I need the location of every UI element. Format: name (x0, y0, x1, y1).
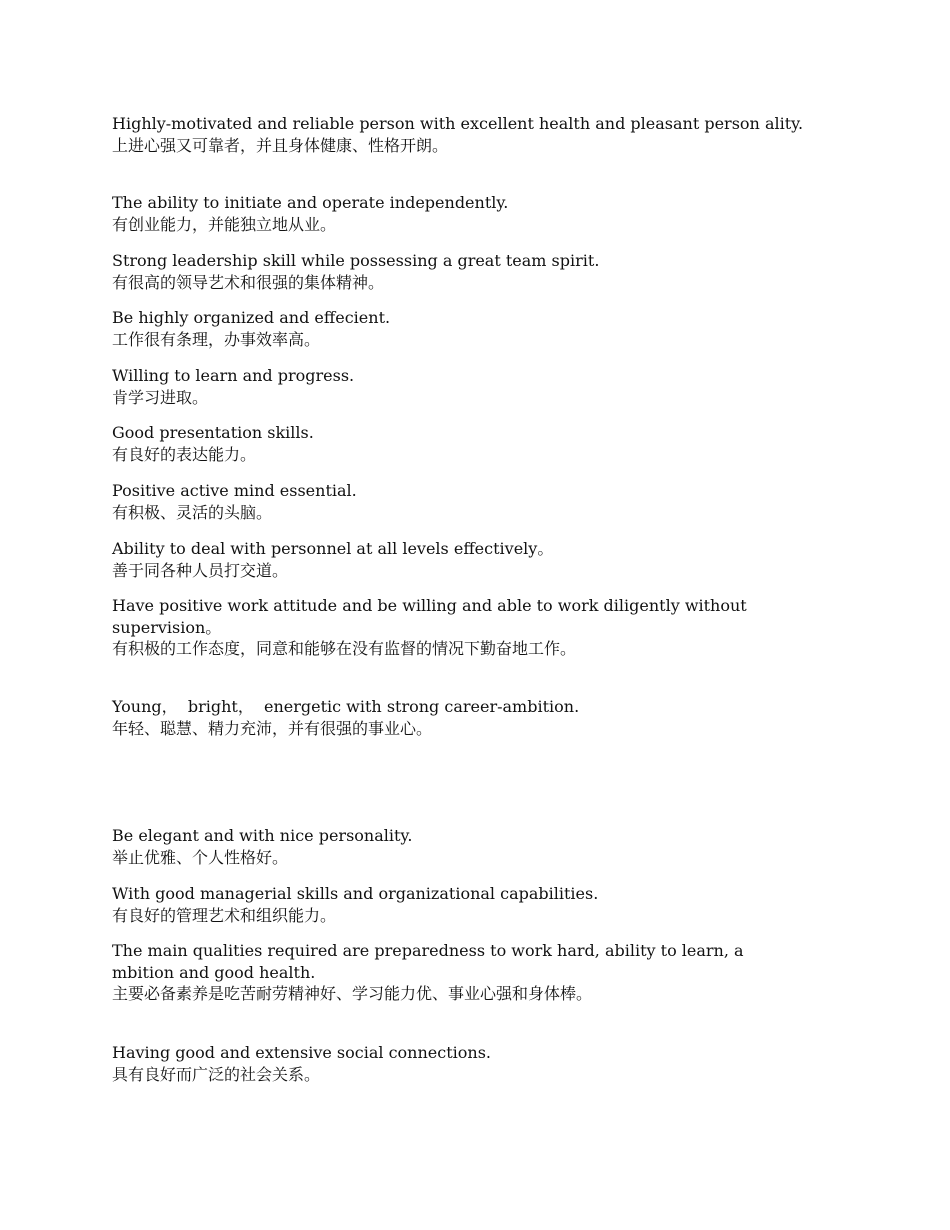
qualification-entry (112, 192, 812, 235)
chinese-line: 举止优雅、个人性格好。 (112, 847, 289, 867)
chinese-line: 具有良好而广泛的社会关系。 (112, 1064, 321, 1084)
qualification-entry (112, 480, 812, 523)
english-line: Highly-motivated and reliable person with excellent health and pleasant person ality. (112, 114, 804, 133)
chinese-line: 有积极、灵活的头脑。 (112, 502, 273, 522)
english-line: Ability to deal with personnel at all levels effectively。 (112, 539, 554, 558)
chinese-line: 善于同各种人员打交道。 (112, 560, 289, 580)
qualification-entry (112, 365, 812, 408)
qualification-entry (112, 940, 812, 1005)
qualification-entry (112, 538, 812, 581)
chinese-line: 有很高的领导艺术和很强的集体精神。 (112, 272, 385, 292)
qualification-entry (112, 307, 812, 350)
chinese-line: 有创业能力，并能独立地从业。 (112, 214, 337, 234)
english-line: Willing to learn and progress. (112, 366, 355, 385)
english-line: Young， bright， energetic with strong career-ambition. (112, 697, 580, 716)
chinese-line: 有良好的管理艺术和组织能力。 (112, 905, 337, 925)
qualification-entry (112, 825, 812, 868)
chinese-line: 工作很有条理，办事效率高。 (112, 329, 321, 349)
english-line: Have positive work attitude and be willing and able to work diligently without supervision。 (112, 596, 747, 637)
qualification-entry (112, 883, 812, 926)
chinese-line: 有良好的表达能力。 (112, 444, 257, 464)
english-line: Having good and extensive social connections. (112, 1043, 491, 1062)
english-line: With good managerial skills and organizational capabilities. (112, 884, 599, 903)
qualification-entry (112, 113, 812, 156)
qualification-entry (112, 422, 812, 465)
english-line: Positive active mind essential. (112, 481, 357, 500)
english-line: Strong leadership skill while possessing a great team spirit. (112, 251, 600, 270)
chinese-line: 有积极的工作态度，同意和能够在没有监督的情况下勤奋地工作。 (112, 639, 577, 658)
chinese-line: 上进心强又可靠者，并且身体健康、性格开朗。 (112, 135, 449, 155)
qualification-entry (112, 1042, 812, 1085)
chinese-line: 主要必备素养是吃苦耐劳精神好、学习能力优、事业心强和身体棒。 (112, 984, 593, 1003)
qualification-entry (112, 250, 812, 293)
chinese-line: 年轻、聪慧、精力充沛，并有很强的事业心。 (112, 718, 433, 738)
english-line: Be highly organized and effecient. (112, 308, 391, 327)
chinese-line: 肯学习进取。 (112, 387, 209, 407)
english-line: Good presentation skills. (112, 423, 314, 442)
qualification-entry (112, 595, 812, 660)
english-line: The main qualities required are preparedness to work hard, ability to learn, a mbition and good health. (112, 941, 744, 982)
qualification-entry (112, 696, 812, 739)
english-line: Be elegant and with nice personality. (112, 826, 413, 845)
english-line: The ability to initiate and operate independently. (112, 193, 509, 212)
